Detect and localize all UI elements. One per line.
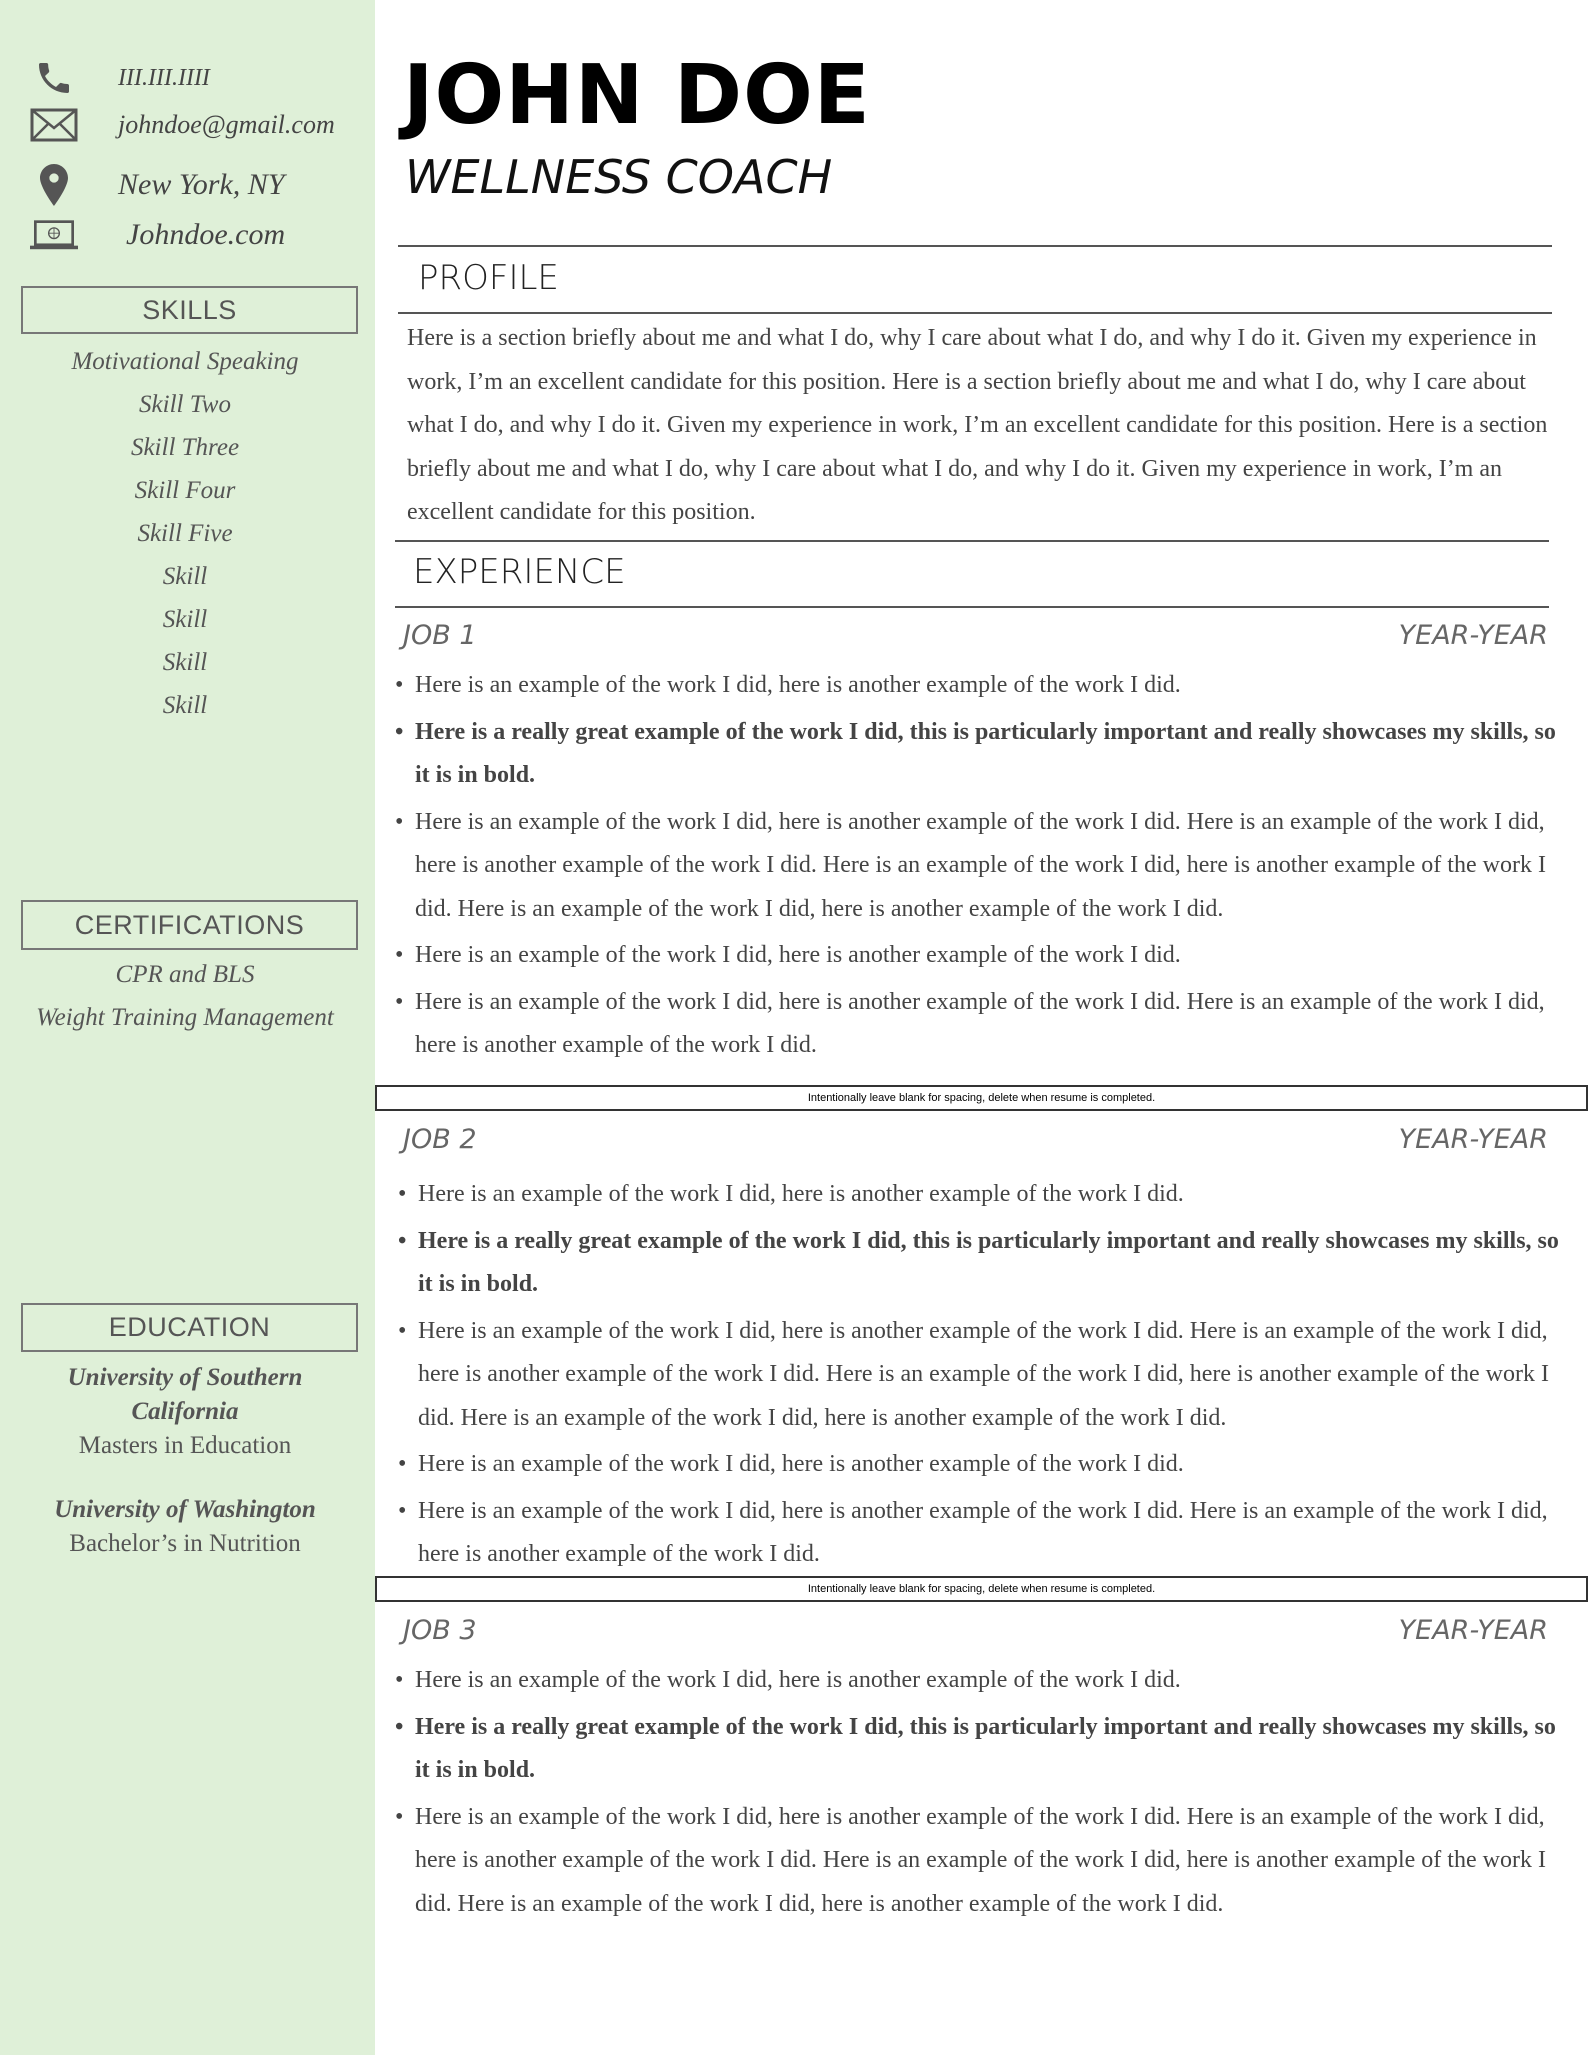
bullet-item xyxy=(395,801,1560,932)
school-name: University of Southern California xyxy=(67,1364,303,1425)
job-name: JOB 3 xyxy=(403,1615,477,1646)
certifications-heading: CERTIFICATIONS xyxy=(21,900,358,950)
bullet-text: Here is an example of the work I did, here is another example of the work I did. Here is an example of the work I did, here is another example of the work I did. Here is an example of the work I did, here is another example of the work I did. Here is an example of the work I did, here is another example of the work I did. xyxy=(418,1317,1549,1431)
email-text: johndoe@gmail.com xyxy=(118,110,335,139)
bullet-text: Here is an example of the work I did, here is another example of the work I did. Here is an example of the work I did, here is another example of the work I did. xyxy=(415,988,1545,1058)
bullet-icon: • xyxy=(398,1451,407,1477)
map-pin-icon xyxy=(30,164,78,206)
skill-item: Skill xyxy=(162,649,208,676)
bullet-item xyxy=(395,1706,1560,1793)
bullet-icon: • xyxy=(395,942,404,968)
education-list xyxy=(0,1361,370,1561)
school-name: University of Washington xyxy=(54,1496,316,1523)
bullet-item xyxy=(398,1173,1563,1217)
bullet-item xyxy=(395,1796,1560,1927)
job-years: YEAR-YEAR xyxy=(1398,620,1548,651)
bullet-text: Here is an example of the work I did, here is another example of the work I did. xyxy=(415,1667,1181,1693)
website-text: Johndoe.com xyxy=(126,218,286,251)
bullet-text: Here is an example of the work I did, here is another example of the work I did. xyxy=(418,1451,1184,1477)
skill-item: Skill Two xyxy=(139,391,231,418)
bullet-icon: • xyxy=(395,1713,404,1740)
job-years: YEAR-YEAR xyxy=(1398,1124,1548,1155)
contact-phone xyxy=(30,58,210,98)
certification-item: Weight Training Management xyxy=(36,1004,334,1031)
skill-item: Skill xyxy=(162,563,208,590)
job-title: WELLNESS COACH xyxy=(405,150,833,204)
certification-item: CPR and BLS xyxy=(115,961,255,988)
bullet-item xyxy=(398,1220,1563,1307)
job-bullets xyxy=(395,664,1560,1071)
bullet-item xyxy=(398,1490,1563,1577)
bullet-icon: • xyxy=(398,1497,407,1524)
school-degree: Bachelor’s in Nutrition xyxy=(69,1530,301,1557)
bullet-text: Here is a really great example of the work I did, this is particularly important and really showcases my skills, so it is in bold. xyxy=(418,1227,1559,1297)
bullet-icon: • xyxy=(395,808,404,835)
skill-item: Motivational Speaking xyxy=(71,348,299,375)
bullet-icon: • xyxy=(395,1803,404,1830)
job-header xyxy=(403,1124,1548,1155)
bullet-text: Here is an example of the work I did, here is another example of the work I did. xyxy=(418,1181,1184,1207)
contact-website xyxy=(30,218,285,252)
laptop-globe-icon xyxy=(30,218,78,252)
contact-email xyxy=(30,108,335,142)
bullet-icon: • xyxy=(395,1667,404,1693)
job-name: JOB 2 xyxy=(403,1124,477,1155)
bullet-text: Here is an example of the work I did, here is another example of the work I did. xyxy=(415,672,1181,698)
phone-text: III.III.IIII xyxy=(118,64,210,91)
profile-text: Here is a section briefly about me and what I do, why I care about what I do, and why I do it. Given my experience in work, I’m an excellent candidate for this position. Here is a section briefly about me and what I do, why I care about what I do, and why I do it. Given my experience in work, I’m an excellent candidate for this position. Here is a section briefly about me and what I do, why I care about what I do, and why I do it. Given my experience in work, I’m an excellent candidate for this position. xyxy=(407,325,1548,525)
bullet-text: Here is an example of the work I did, here is another example of the work I did. Here is an example of the work I did, here is another example of the work I did. Here is an example of the work I did, here is another example of the work I did. Here is an example of the work I did, here is another example of the work I did. xyxy=(415,1803,1546,1917)
bullet-text: Here is a really great example of the work I did, this is particularly important and really showcases my skills, so it is in bold. xyxy=(415,1713,1556,1783)
skills-heading: SKILLS xyxy=(21,286,358,334)
skill-item: Skill Three xyxy=(130,434,240,461)
job-bullets xyxy=(398,1173,1563,1580)
bullet-item xyxy=(398,1443,1563,1487)
school-degree: Masters in Education xyxy=(78,1432,292,1459)
spacer-note: Intentionally leave blank for spacing, delete when resume is completed. xyxy=(375,1085,1588,1111)
skill-item: Skill xyxy=(162,606,208,633)
divider xyxy=(395,606,1549,608)
job-header xyxy=(403,1615,1548,1646)
skills-list xyxy=(0,340,370,727)
contact-location xyxy=(30,164,284,206)
bullet-icon: • xyxy=(395,988,404,1015)
certifications-list xyxy=(0,953,370,1039)
bullet-item xyxy=(395,1659,1560,1703)
bullet-item xyxy=(395,934,1560,978)
divider xyxy=(395,540,1549,542)
bullet-icon: • xyxy=(398,1227,407,1254)
skill-item: Skill Four xyxy=(134,477,236,504)
phone-icon xyxy=(30,58,78,98)
spacer-note: Intentionally leave blank for spacing, delete when resume is completed. xyxy=(375,1576,1588,1602)
bullet-item xyxy=(395,711,1560,798)
envelope-icon xyxy=(30,108,78,142)
divider xyxy=(398,245,1552,247)
bullet-text: Here is an example of the work I did, here is another example of the work I did. Here is an example of the work I did, here is another example of the work I did. Here is an example of the work I did, here is another example of the work I did. Here is an example of the work I did, here is another example of the work I did. xyxy=(415,808,1546,922)
profile-heading: PROFILE xyxy=(418,258,559,298)
job-years: YEAR-YEAR xyxy=(1398,1615,1548,1646)
skill-item: Skill xyxy=(162,692,208,719)
bullet-icon: • xyxy=(395,718,404,745)
bullet-item xyxy=(395,981,1560,1068)
bullet-text: Here is an example of the work I did, here is another example of the work I did. Here is an example of the work I did, here is another example of the work I did. xyxy=(418,1497,1548,1567)
skill-item: Skill Five xyxy=(137,520,233,547)
job-name: JOB 1 xyxy=(403,620,477,651)
candidate-name: JOHN DOE xyxy=(403,48,871,143)
job-header xyxy=(403,620,1548,651)
job-bullets xyxy=(395,1659,1560,1929)
location-text: New York, NY xyxy=(118,168,285,201)
bullet-text: Here is a really great example of the work I did, this is particularly important and really showcases my skills, so it is in bold. xyxy=(415,718,1556,788)
bullet-icon: • xyxy=(398,1181,407,1207)
divider xyxy=(398,312,1552,314)
education-heading: EDUCATION xyxy=(21,1303,358,1352)
experience-heading: EXPERIENCE xyxy=(413,552,626,592)
bullet-item xyxy=(395,664,1560,708)
bullet-icon: • xyxy=(395,672,404,698)
bullet-item xyxy=(398,1310,1563,1441)
bullet-icon: • xyxy=(398,1317,407,1344)
bullet-text: Here is an example of the work I did, here is another example of the work I did. xyxy=(415,942,1181,968)
